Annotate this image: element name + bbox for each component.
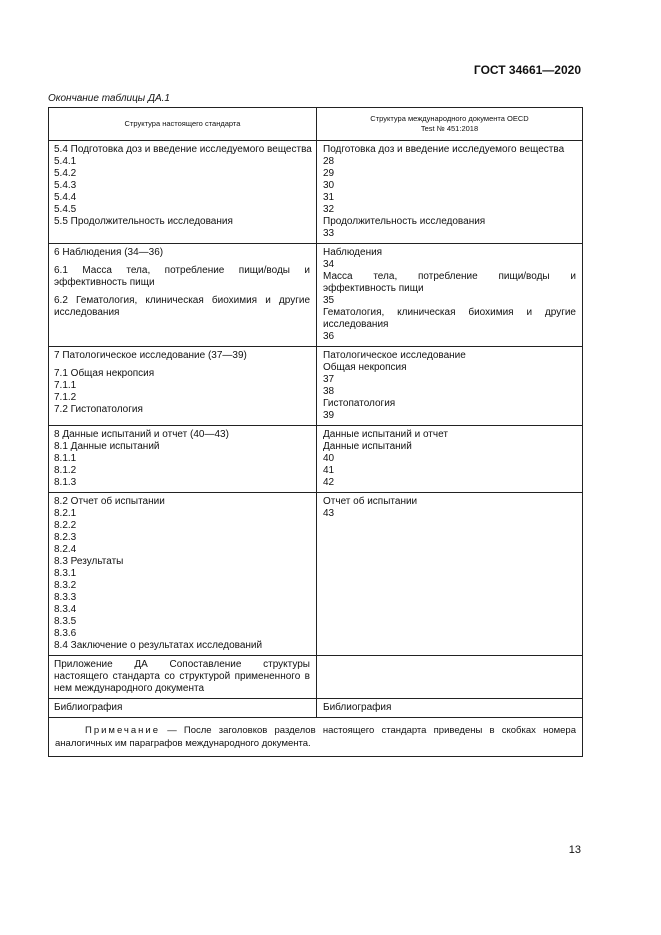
cell-line: 8.1.3 xyxy=(54,477,77,488)
cell-line: Отчет об испытании xyxy=(323,496,418,507)
cell-line: 6.1 Масса тела, потребление пищи/воды и эффективность пищи xyxy=(54,265,310,288)
cell-line: 8.3.3 xyxy=(54,592,77,603)
cell-line: 8 Данные испытаний и отчет (40—43) xyxy=(54,429,229,440)
table-cell-standard xyxy=(49,244,317,347)
note-label: Примечание xyxy=(85,725,160,736)
cell-line: 5.4.5 xyxy=(54,204,77,215)
cell-line: 34 xyxy=(323,259,335,270)
page-number: 13 xyxy=(568,844,581,856)
table-row xyxy=(49,699,583,718)
table-cell-oecd xyxy=(317,493,583,656)
cell-line: 8.3.1 xyxy=(54,568,77,579)
cell-line: 7.2 Гистопатология xyxy=(54,404,143,415)
cell-line: 38 xyxy=(323,386,335,397)
cell-line: Данные испытаний и отчет xyxy=(323,429,448,440)
cell-line: 36 xyxy=(323,331,335,342)
cell-line: 5.4.4 xyxy=(54,192,77,203)
cell-line: 7.1 Общая некропсия xyxy=(54,368,155,379)
cell-line: 43 xyxy=(323,508,335,519)
cell-line: Приложение ДА Сопоставление структуры настоящего стандарта со структурой примененного в нем международного документа xyxy=(54,659,310,694)
table-cell-standard xyxy=(49,656,317,699)
column-header-standard: Структура настоящего стандарта xyxy=(49,108,317,141)
cell-line: 8.2.4 xyxy=(54,544,77,555)
cell-line: 8.2.3 xyxy=(54,532,77,543)
table-row xyxy=(49,426,583,493)
cell-line: Патологическое исследование xyxy=(323,350,466,361)
cell-line: Данные испытаний xyxy=(323,441,412,452)
cell-line: 6 Наблюдения (34—36) xyxy=(54,247,164,258)
cell-line: Гематология, клиническая биохимия и другие исследования xyxy=(323,307,576,330)
cell-line: 7.1.2 xyxy=(54,392,77,403)
cell-line: Гистопатология xyxy=(323,398,396,409)
cell-line: 8.2.1 xyxy=(54,508,77,519)
table-row xyxy=(49,493,583,656)
cell-line: 8.3.4 xyxy=(54,604,77,615)
cell-line: 28 xyxy=(323,156,335,167)
cell-line: 7 Патологическое исследование (37—39) xyxy=(54,350,247,361)
cell-line: 8.1.1 xyxy=(54,453,77,464)
cell-line: Масса тела, потребление пищи/воды и эффективность пищи xyxy=(323,271,576,294)
table-cell-standard xyxy=(49,426,317,493)
cell-line: 8.3 Результаты xyxy=(54,556,124,567)
cell-line: 5.4.3 xyxy=(54,180,77,191)
table-cell-oecd xyxy=(317,141,583,244)
cell-line: 5.4.2 xyxy=(54,168,77,179)
table-note-row xyxy=(49,718,583,757)
cell-line: 5.5 Продолжительность исследования xyxy=(54,216,233,227)
table-row xyxy=(49,347,583,426)
cell-line: 35 xyxy=(323,295,335,306)
cell-line: 7.1.1 xyxy=(54,380,77,391)
cell-line: 6.2 Гематология, клиническая биохимия и другие исследования xyxy=(54,295,310,318)
cell-line: Наблюдения xyxy=(323,247,383,258)
cell-line: 30 xyxy=(323,180,335,191)
table-row xyxy=(49,244,583,347)
cell-line: 5.4.1 xyxy=(54,156,77,167)
cell-line: 32 xyxy=(323,204,335,215)
note-text: — После заголовков разделов настоящего стандарта приведены в скобках номера аналогичных им параграфов международного документа. xyxy=(55,725,576,749)
table-cell-standard xyxy=(49,347,317,426)
table-note xyxy=(49,718,583,757)
cell-line: 8.2.2 xyxy=(54,520,77,531)
table-row xyxy=(49,656,583,699)
cell-line: 40 xyxy=(323,453,335,464)
table-cell-standard: Библиография xyxy=(49,699,317,718)
table-header-row xyxy=(49,108,583,141)
cell-line: 8.4 Заключение о результатах исследований xyxy=(54,640,263,651)
table-cell-standard xyxy=(49,141,317,244)
column-header-oecd-line1: Структура международного документа OECD xyxy=(370,114,529,123)
cell-line: 8.1 Данные испытаний xyxy=(54,441,160,452)
table-row xyxy=(49,141,583,244)
column-header-oecd-line2: Test № 451:2018 xyxy=(420,124,479,133)
cell-line: 29 xyxy=(323,168,335,179)
cell-line: Продолжительность исследования xyxy=(323,216,486,227)
cell-line: 8.3.5 xyxy=(54,616,77,627)
cell-line: 39 xyxy=(323,410,335,421)
cell-line: Подготовка доз и введение исследуемого вещества xyxy=(323,144,565,155)
cell-line: 8.3.6 xyxy=(54,628,77,639)
cell-line: 37 xyxy=(323,374,335,385)
cell-line: 41 xyxy=(323,465,335,476)
table-caption: Окончание таблицы ДА.1 xyxy=(48,93,170,104)
comparison-table xyxy=(48,107,583,757)
cell-line: 8.1.2 xyxy=(54,465,77,476)
table-cell-oecd xyxy=(317,347,583,426)
table-cell-oecd xyxy=(317,426,583,493)
table-cell-oecd xyxy=(317,244,583,347)
table-cell-oecd: Библиография xyxy=(317,699,583,718)
cell-line: 42 xyxy=(323,477,335,488)
cell-line: 5.4 Подготовка доз и введение исследуемого вещества xyxy=(54,144,312,155)
cell-line: 8.3.2 xyxy=(54,580,77,591)
cell-line: 33 xyxy=(323,228,335,239)
column-header-oecd xyxy=(317,108,583,141)
document-code: ГОСТ 34661—2020 xyxy=(473,63,581,77)
table-cell-oecd xyxy=(317,656,583,699)
table-cell-standard xyxy=(49,493,317,656)
cell-line: 31 xyxy=(323,192,335,203)
cell-line: 8.2 Отчет об испытании xyxy=(54,496,165,507)
cell-line: Общая некропсия xyxy=(323,362,407,373)
